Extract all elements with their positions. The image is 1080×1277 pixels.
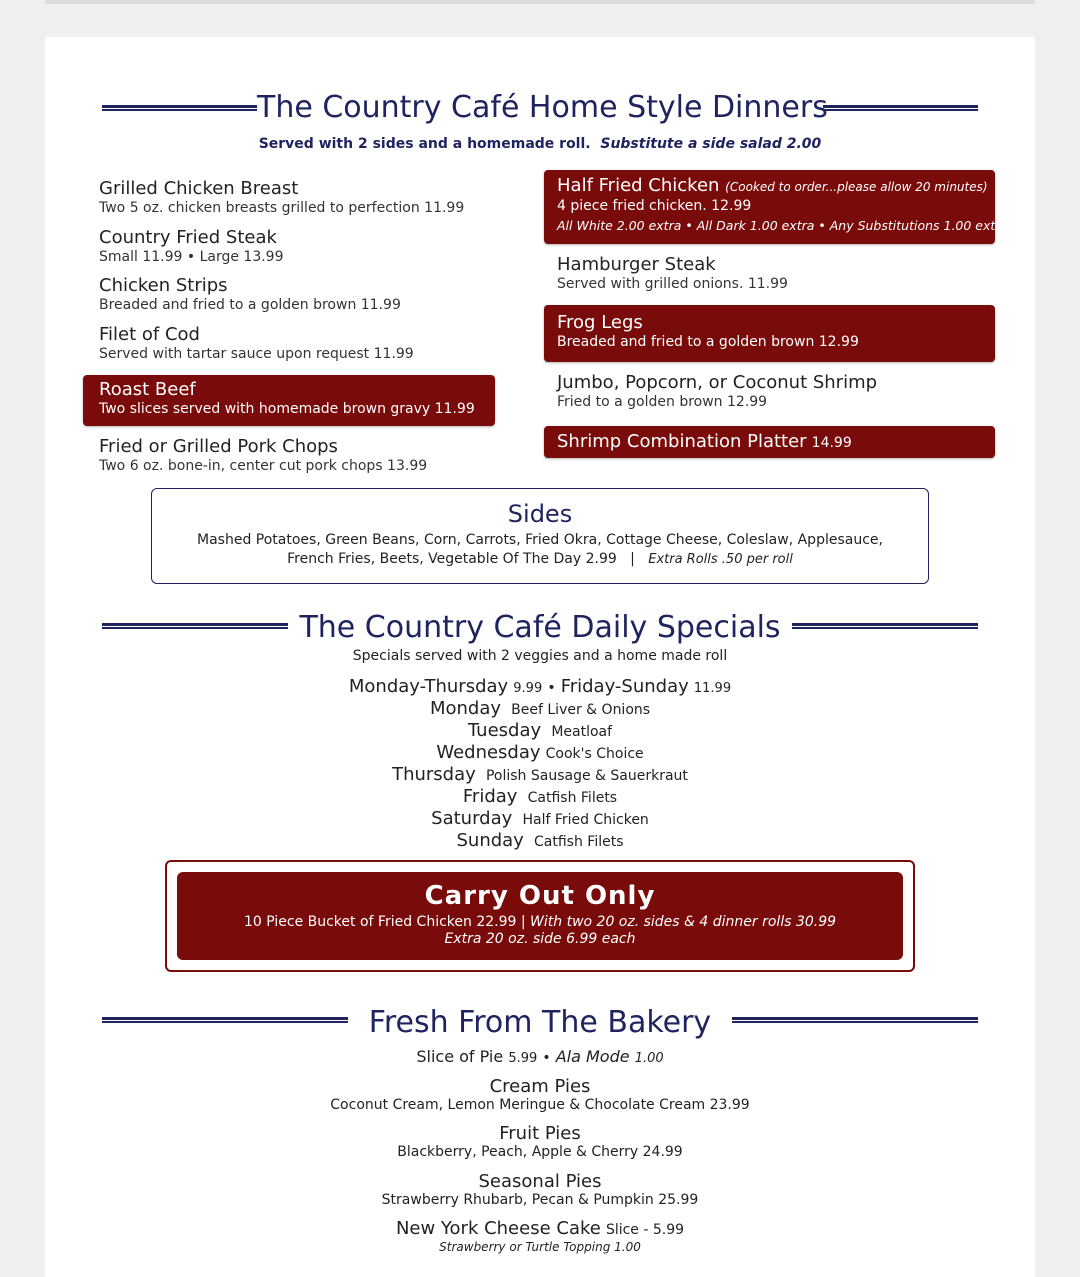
item-desc: Served with grilled onions. 11.99 [557,276,788,292]
carryout-line1 [177,913,903,931]
item-name: Chicken Strips [99,275,228,296]
price-a: 9.99 [513,681,543,696]
featured-item-frog-legs [544,305,995,362]
cheesecake-price: Slice - 5.99 [605,1222,685,1238]
special-day: Friday [462,786,518,807]
specials-subtitle: Specials served with 2 veggies and a home made roll [352,648,728,664]
item-name: Roast Beef [99,379,196,400]
item-price: 14.99 [811,435,852,451]
ala-mode-price: 1.00 [634,1051,664,1066]
price-bullet: • [547,680,556,696]
special-day-row [45,764,1035,786]
specials-prices [45,676,1035,700]
item-name: Country Fried Steak [99,227,277,248]
special-dish: Polish Sausage & Sauerkraut [485,768,688,784]
item-desc: Served with tartar sauce upon request 11.99 [99,346,414,362]
pie-desc: Coconut Cream, Lemon Meringue & Chocolate Cream 23.99 [330,1097,750,1113]
pie-item [45,1172,1035,1209]
carryout-box [177,872,903,960]
item-name: Grilled Chicken Breast [99,178,299,199]
item-desc: Breaded and fried to a golden brown 12.99 [557,334,859,350]
slice-bullet: • [542,1050,551,1066]
price-a-label: Monday-Thursday [348,676,509,697]
item-name: Jumbo, Popcorn, or Coconut Shrimp [557,372,878,393]
sides-line1: Mashed Potatoes, Green Beans, Corn, Carrots, Fried Okra, Cottage Cheese, Coleslaw, Applesauce, [197,532,883,548]
menu-item [557,254,788,293]
item-name: Hamburger Steak [557,254,716,275]
special-day: Sunday [456,830,524,851]
sides-line2 [152,550,928,569]
slice-label: Slice of Pie [416,1047,504,1066]
carryout-line1-a: 10 Piece Bucket of Fried Chicken 22.99 | [243,914,531,930]
menu-item [99,178,464,217]
special-day-row [45,742,1035,764]
specials-rule-left [102,623,288,629]
dinners-subtitle-main: Served with 2 sides and a homemade roll. [258,136,591,152]
dinners-subtitle-sub: Substitute a side salad 2.00 [600,136,822,152]
sides-title: Sides [507,500,573,528]
special-day-row [45,786,1035,808]
special-day-row [45,720,1035,742]
item-desc: Breaded and fried to a golden brown 11.99 [99,297,401,313]
special-day-row [45,808,1035,830]
special-day-row [45,830,1035,852]
carryout-line2: Extra 20 oz. side 6.99 each [444,931,636,947]
special-dish: Catfish Filets [534,834,624,850]
ala-mode-label: Ala Mode [555,1047,630,1066]
special-dish: Cook's Choice [545,746,644,762]
bakery-rule-right [732,1017,978,1023]
price-b: 11.99 [693,681,732,696]
cheesecake-line [45,1219,1035,1240]
pie-desc: Blackberry, Peach, Apple & Cherry 24.99 [397,1144,683,1160]
price-b-label: Friday-Sunday [560,676,689,697]
dinners-title: The Country Café Home Style Dinners [257,90,828,125]
item-name: Frog Legs [557,312,643,333]
menu-item [99,436,427,475]
menu-item [557,372,877,411]
specials-rule-right [792,623,978,629]
sides-box [151,488,929,584]
title-rule-left [102,105,257,111]
item-name: Shrimp Combination Platter [557,431,807,452]
specials-title: The Country Café Daily Specials [299,610,781,645]
item-name: Filet of Cod [99,324,200,345]
bakery-slice-line [45,1047,1035,1069]
cheesecake-name: New York Cheese Cake [395,1218,601,1239]
special-day: Tuesday [467,720,542,741]
top-scroll-edge [45,0,1035,4]
item-name [557,175,995,198]
sides-extra: Extra Rolls .50 per roll [648,552,793,567]
special-day: Monday [429,698,501,719]
carryout-line1-b: With two 20 oz. sides & 4 dinner rolls 30.99 [530,914,837,930]
special-day: Thursday [392,764,476,785]
item-note: (Cooked to order...please allow 20 minutes) [725,180,988,194]
bakery-rule-left [102,1017,348,1023]
sides-line2-text: French Fries, Beets, Vegetable Of The Day 2.99 [287,551,617,567]
specials-days-list [45,698,1035,852]
item-name: Fried or Grilled Pork Chops [99,436,338,457]
pie-desc: Strawberry Rhubarb, Pecan & Pumpkin 25.99 [381,1192,699,1208]
special-day: Saturday [431,808,513,829]
carryout-title: Carry Out Only [424,881,656,911]
special-day: Wednesday [436,742,541,763]
menu-page [45,37,1035,1277]
item-desc: 4 piece fried chicken. 12.99 [557,198,752,214]
carryout-frame [165,860,915,972]
pie-item [45,1124,1035,1161]
special-dish: Meatloaf [551,724,613,740]
special-dish: Beef Liver & Onions [511,702,651,718]
item-desc: Two 6 oz. bone-in, center cut pork chops 13.99 [99,458,428,474]
special-day-row [45,698,1035,720]
cheesecake-item [45,1219,1035,1255]
bakery-title: Fresh From The Bakery [368,1005,712,1040]
item-desc: Two slices served with homemade brown gravy 11.99 [99,401,475,417]
featured-item-half-fried-chicken [544,170,1009,244]
pie-name: Cream Pies [489,1076,591,1097]
menu-item [99,275,401,314]
pie-name: Seasonal Pies [478,1171,602,1192]
pie-name: Fruit Pies [499,1123,581,1144]
title-rule-right [823,105,978,111]
menu-item [99,324,414,363]
dinners-subtitle [45,136,1035,152]
special-dish: Half Fried Chicken [522,812,649,828]
slice-price: 5.99 [508,1051,538,1066]
item-extras: All White 2.00 extra • All Dark 1.00 extra • Any Substitutions 1.00 extra [557,218,1009,233]
pie-item [45,1077,1035,1114]
featured-item-shrimp-combo [544,426,995,458]
menu-item [99,227,284,266]
item-desc: Fried to a golden brown 12.99 [557,394,768,410]
cheesecake-topping: Strawberry or Turtle Topping 1.00 [439,1240,641,1254]
item-desc: Two 5 oz. chicken breasts grilled to perfection 11.99 [99,200,465,216]
special-dish: Catfish Filets [527,790,618,806]
item-name-text: Half Fried Chicken [557,175,720,196]
item-desc: Small 11.99 • Large 13.99 [99,249,284,265]
featured-item-roast-beef [83,375,495,426]
sides-separator: | [630,551,635,567]
